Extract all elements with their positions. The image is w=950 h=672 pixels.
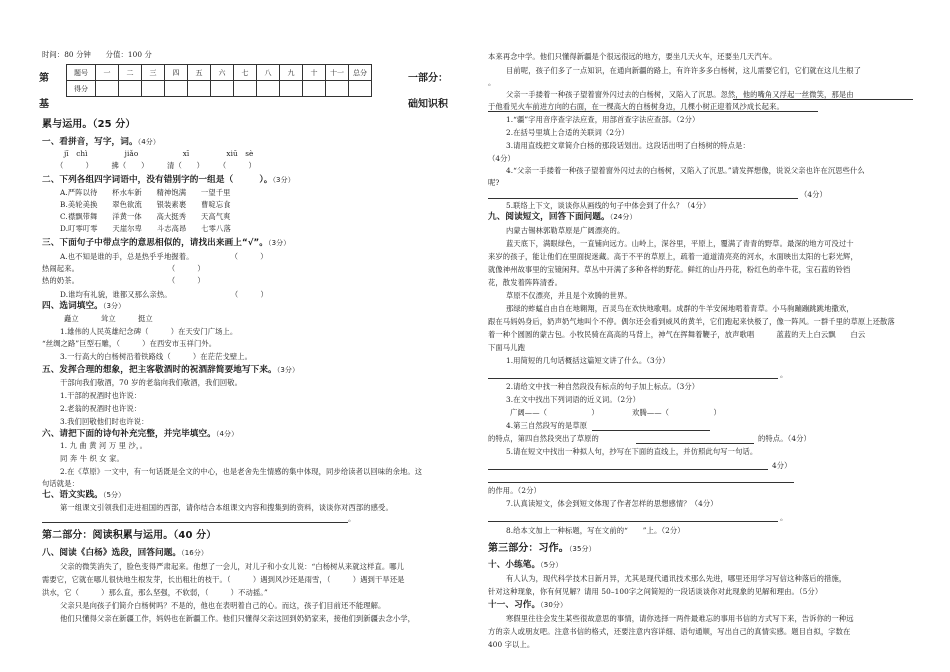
q7-title: 七、语文实践。 <box>42 490 103 500</box>
q3-option-b[interactable]: 热闹起来。 （ ） <box>42 264 205 273</box>
q5-title: 五、发挥合理的想象，把主客敬酒时的祝酒辞简要地写下来。 <box>42 365 277 375</box>
score-entry-cell[interactable] <box>96 81 119 97</box>
q11-score: （30分） <box>540 601 568 609</box>
score-table-cell: 三 <box>142 65 165 81</box>
q8-sub-4-tail: 呢? <box>488 178 500 187</box>
q8-paragraph-line[interactable]: 需要它，它就在哪儿很快地生根发芽，长出粗壮的枝干。（ ）遇到风沙还是雨雪，（ ）遇到干旱还是 <box>42 575 405 584</box>
q3-option-a[interactable]: A.也不知是谁的手，总是热乎乎地握着。 （ ） <box>60 252 268 261</box>
q9-sub-7: 7.认真读短文，体会到短文体现了作者怎样的思想感情？（4分） <box>506 499 718 508</box>
q8-paragraph-line: 目前呢，孩子们多了一点知识，在通向新疆的路上，有许许多多白杨树，这儿需要它们，它们就在这儿生根了 <box>506 66 862 75</box>
q5-item-1[interactable]: 1.干部的祝酒时也许说： <box>60 391 142 400</box>
score-table-cell: 四 <box>165 65 188 81</box>
q10-score: （5分） <box>540 561 563 569</box>
score-entry-cell[interactable] <box>303 81 326 97</box>
q6-title: 六、请把下面的诗句补充完整，并完毕填空。 <box>42 429 216 439</box>
q9-sub-1: 1.用简短的几句话概括这篇短文讲了什么。（3分） <box>506 356 670 365</box>
q2-option-c[interactable]: C.襟飘带舞 洋黄一体 高大挺秀 天高气爽 <box>60 212 231 221</box>
score-table-cell: 八 <box>257 65 280 81</box>
score-table-score-row <box>67 81 372 97</box>
score-table-cell: 十 <box>303 65 326 81</box>
q9-paragraph-line: 就像神州故事里的宝镜闲拜。草丛中开满了多种各样的野花。鲜红的山丹丹花，粉红色的牵牛花，宝石蓝的铃铛 <box>488 265 851 274</box>
q1-pinyin: jī chì jiǎo xī xiū sè <box>64 149 254 158</box>
q3-score: （3分） <box>267 239 291 247</box>
underline-mark <box>488 111 818 112</box>
q5-item-2[interactable]: 2.老翁的祝酒时也许说： <box>60 404 142 413</box>
q6-poem-line-2[interactable]: 同 奔 牛 织 女 家。 <box>60 454 124 463</box>
score-entry-cell[interactable] <box>119 81 142 97</box>
score-table-cell: 五 <box>188 65 211 81</box>
part2-title: 第二部分：阅读积累与运用。（40 分） <box>42 530 217 541</box>
score-entry-cell[interactable] <box>349 81 372 97</box>
q10-paragraph-line: 有人认为，现代科学技术日新月异，尤其是现代通讯技术那么先进，哪里还用学习写信这种落后的措施， <box>506 574 847 583</box>
q6-poem-line-1[interactable]: 1. 九 曲 黄 河 万 里 沙，。 <box>60 441 148 450</box>
q9-sub-4-blank-2[interactable] <box>636 443 754 444</box>
q9-score: （24分） <box>609 213 637 221</box>
q7-score: （5分） <box>102 491 126 499</box>
q10-paragraph-line: 针对这种现象，你有何见解？请用 50–100字之间简短的一段话谈谈你对此现象的见解和理由。（5分） <box>488 587 823 596</box>
score-entry-cell[interactable] <box>211 81 234 97</box>
q3-title: 三、下面句子中带点字的意思相似的，请找出来画上“√”。 <box>42 238 268 248</box>
q9-sub-3: 3.在文中找出下列词语的近义词。（2分） <box>506 395 640 404</box>
side-label-second: 基 <box>39 99 49 110</box>
score-entry-cell[interactable] <box>234 81 257 97</box>
q9-sub-5-score: 4分） <box>772 461 792 470</box>
q7-text: 第一组课文引领我们走进祖国的西部，请你结合本组课文内容和搜集到的资料，谈谈你对西部的感受。 <box>60 503 393 512</box>
q8-title: 八、阅读《白杨》选段，回答问题。 <box>42 548 182 558</box>
part1-title-c: 累与运用。（25 分） <box>42 119 136 130</box>
q8-paragraph-underlined: 于他看见火车前进方向的右面，在一棵高大的白杨树身边，几棵小树正迎着风沙成长起来。 <box>488 102 784 111</box>
q11-paragraph-line: 寒假里往往会发生某些很故意思的事情，请你选择一两件最难忘的事用书信的方式写下来，告诉你的一种远 <box>506 614 854 623</box>
time-score-line: 时间：80 分钟 分值：100 分 <box>42 50 152 59</box>
q11-paragraph-line: 400 字以上。 <box>488 640 535 649</box>
q2-option-d[interactable]: D.叮零叮零 天崖尔卑 斗志高昂 七零八落 <box>60 224 231 233</box>
q9-sub-4-end: 的特点。（4分） <box>758 434 811 443</box>
q9-sub-5: 5.请在短文中找出一种拟人句，抄写在下面的直线上，并仿照此句写一句话。 <box>506 447 758 456</box>
q9-sub-6-answer-line[interactable] <box>488 482 794 483</box>
part1-title-a: 一部分： <box>408 73 448 84</box>
q4-score: （3分） <box>102 302 126 310</box>
q8-paragraph-line: 父亲的微笑消失了，脸色变得严肃起来。他想了一会儿，对儿子和小女儿说：“白杨树从来就这样直。哪儿 <box>60 562 405 571</box>
q9-sub-4: 4.第三自然段写的是草原 <box>506 421 588 430</box>
q2-option-b[interactable]: B.美轮美换 翠色欲流 银装素裹 曹啶忘食 <box>60 200 231 209</box>
q6-item-2-answer[interactable]: 句话就是： <box>42 479 79 488</box>
q3-option-d[interactable]: D.谁均有礼貌，谁都又那么亲热。 （ ） <box>60 290 268 299</box>
score-table-cell: 十一 <box>326 65 349 81</box>
q7-answer-line[interactable] <box>42 522 348 523</box>
q9-sub-5-answer-line[interactable] <box>488 469 768 470</box>
q9-sub-4-blank-1[interactable] <box>592 430 710 431</box>
q5-item-3[interactable]: 3.我们回敬他们时也许说： <box>60 417 149 426</box>
q2-title: 二、下列各组四字词语中，没有错别字的一组是（ ）。 <box>42 175 273 185</box>
q8-sub-4-answer-line[interactable] <box>488 198 798 199</box>
q9-sub-8[interactable]: 8.给本文加上一种标题，写在文前的“ ”上。（2分） <box>506 526 685 535</box>
q8-paragraph-line: 。 <box>488 78 496 87</box>
q8-sub-3[interactable]: 3.请用直线把文章简介白杨的那段话划出。这段话出明了白杨树的特点是： <box>506 141 750 150</box>
q9-sub-1-answer-line[interactable] <box>488 378 778 379</box>
q9-title: 九、阅读短文，回答下面问题。 <box>488 212 610 222</box>
q8-score: （16分） <box>181 549 209 557</box>
q3-option-c[interactable]: 热的奶茶。 （ ） <box>42 276 205 285</box>
q9-paragraph-line: 草原不仅漂亮，并且是个欢腾的世界。 <box>506 291 632 300</box>
score-table-cell: 题号 <box>67 65 96 81</box>
period-mark: 。 <box>348 514 356 523</box>
q8-sub-3-score: （4分） <box>488 154 515 163</box>
q9-sub-2: 2.请给文中找一种自然段没有标点的句子加上标点。（3分） <box>506 382 700 391</box>
score-entry-cell[interactable] <box>165 81 188 97</box>
q9-sub-4-mid: 的特点，第四自然段突出了草原的 <box>488 434 599 443</box>
q4-item-1[interactable]: 1.雄伟的人民英雄纪念碑（ ）在天安门广场上。 <box>60 327 238 336</box>
q9-sub-3-blanks[interactable]: 广阔——（ ） 欢腾——（ ） <box>510 408 721 417</box>
part3-score: （35分） <box>568 545 596 553</box>
part3-title: 第三部分：习作。 <box>488 543 569 554</box>
score-table-cell: 九 <box>280 65 303 81</box>
q8-sub-5[interactable]: 5.联络上下文，谈谈你从画线的句子中体会到了什么？（4分） <box>506 201 711 210</box>
q9-paragraph-line: 着一种个圆圆的蒙古包。小牧民骑在高高的马背上，神气在挥舞着鞭子，放声歌唱 蓝蓝的天上白云飘 白云 <box>488 330 866 339</box>
score-table-cell: 六 <box>211 65 234 81</box>
part1-title-b: 础知识积 <box>408 99 448 110</box>
score-table-cell: 总分 <box>349 65 372 81</box>
q4-item-2[interactable]: “丝绸之路”巨型石雕，（ ）在西安市玉祥门外。 <box>42 339 217 348</box>
q6-item-2: 2.在《草原》一文中，有一句话既是全文的中心，也是老舍先生情感的集中体现，同步给读者以回味的余地。这 <box>60 467 423 476</box>
q8-paragraph-line: 本来再念中学。他们只懂得新疆是个很远很远的地方，要坐几天火车，还要坐几天汽车。 <box>488 52 777 61</box>
q2-score: （3分） <box>272 176 295 184</box>
score-entry-cell[interactable] <box>326 81 349 97</box>
q1-title: 一、看拼音，写字，词。 <box>42 137 138 147</box>
score-table-cell: 二 <box>119 65 142 81</box>
q5-intro: 干部向我们敬酒，70 岁的老翁向我们敬酒，我们回敬。 <box>60 378 243 387</box>
q2-option-a[interactable]: A.严阵以待 杯水车新 精神饱满 一望千里 <box>60 188 231 197</box>
score-table-header-row <box>67 65 372 81</box>
q4-word-bank: 矗立 耸立 挺立 <box>64 314 153 323</box>
score-table-cell: 七 <box>234 65 257 81</box>
q9-sub-7-answer-line[interactable] <box>488 521 778 522</box>
score-entry-cell[interactable] <box>280 81 303 97</box>
q9-paragraph-line: 来岁的孩子，能让他们在里面捉迷藏。高于不平的草原上，疏着一道道清亮亮的河水，水面映出太阳的七彩光辉， <box>488 252 858 261</box>
score-entry-cell[interactable] <box>257 81 280 97</box>
q4-title: 四、选词填空。 <box>42 301 103 311</box>
q8-paragraph-underlined: 父亲一手搂着一种孩子望着窗外闪过去的白杨树，又陷入了沉思。忽然，他的嘴角又浮起一丝微笑，那是由 <box>506 90 854 99</box>
q9-paragraph-line: 蓝天底下，满眼绿色，一直铺向远方。山岭上，深谷里，平原上，覆满了青青的野草。最深的地方可没过十 <box>506 239 854 248</box>
q1-blanks[interactable]: （ ） 拂（ ） 清（ ） （ ） <box>56 161 256 170</box>
q8-paragraph-line[interactable]: 洪水，它（ ）那么直，那么坚强，不软弱，（ ）不动摇。” <box>42 588 268 597</box>
q8-sub-2: 2.在括号里填上合适的关联词（2分） <box>506 128 629 137</box>
q9-paragraph-line: 下面马儿跑 <box>488 343 525 352</box>
q9-paragraph-line: 跟在马妈妈身后，奶声奶气地叫个不停。偶尔还会看到威风的黄羊，它们跑起来快极了，像一阵风。一群千里的草原上还散落 <box>488 317 895 326</box>
period-mark: 。 <box>780 370 788 379</box>
q5-score: （3分） <box>276 366 300 374</box>
q6-score: （4分） <box>215 430 239 438</box>
score-table-cell: 一 <box>96 65 119 81</box>
q9-sub-6: 的作用。（2分） <box>488 486 541 495</box>
q11-paragraph-line: 方的亲人或朋友吧。注意书信的格式，还要注意内容详细、语句通顺，写出自己的真情实感。题目自拟，字数在 <box>488 627 851 636</box>
side-label-first: 第 <box>39 73 49 84</box>
q8-sub-4-score: （4分） <box>800 190 827 199</box>
q1-score: （4分） <box>137 138 160 146</box>
q8-paragraph-line: 他们只懂得父亲在新疆工作，妈妈也在新疆工作。他们只懂得父亲这回到奶奶家来，接他们到新疆去念小学， <box>60 614 416 623</box>
period-mark: 。 <box>780 513 788 522</box>
q11-title: 十一、习作。 <box>488 600 541 610</box>
underline-mark <box>733 99 913 100</box>
q9-paragraph-line: 内蒙古锡林郭勒草原是广阔漂亮的。 <box>506 226 625 235</box>
q8-paragraph-line: 父亲只是向孩子们简介白杨树吗？不是的，他也在表明着自己的心。而这，孩子们目前还不能理解。 <box>60 601 386 610</box>
q4-item-3[interactable]: 3.一行高大的白杨树沿着铁路线（ ）在茫茫戈壁上。 <box>60 352 253 361</box>
score-table-cell: 得分 <box>67 81 96 97</box>
q8-sub-4: 4.“父亲一手搂着一种孩子望着窗外闪过去的白杨树，又陷入了沉思。”请发挥想像，说说父亲也许在沉思些什么 <box>506 166 865 175</box>
score-entry-cell[interactable] <box>188 81 211 97</box>
score-table <box>66 64 372 97</box>
score-entry-cell[interactable] <box>142 81 165 97</box>
q9-paragraph-line: 那绿的蚱蜢自由自在地翱翔，百灵鸟在欢快地歌唱。成群的牛羊安闲地啃着青草。小马驹蹦蹦跳跳地撒欢， <box>506 304 854 313</box>
q9-paragraph-line: 花，散发着阵阵清香。 <box>488 278 562 287</box>
q8-sub-1[interactable]: 1.“疆”字用音序查字法应查，用部首查字法应查部。（2分） <box>506 115 700 124</box>
q10-title: 十、小练笔。 <box>488 560 541 570</box>
